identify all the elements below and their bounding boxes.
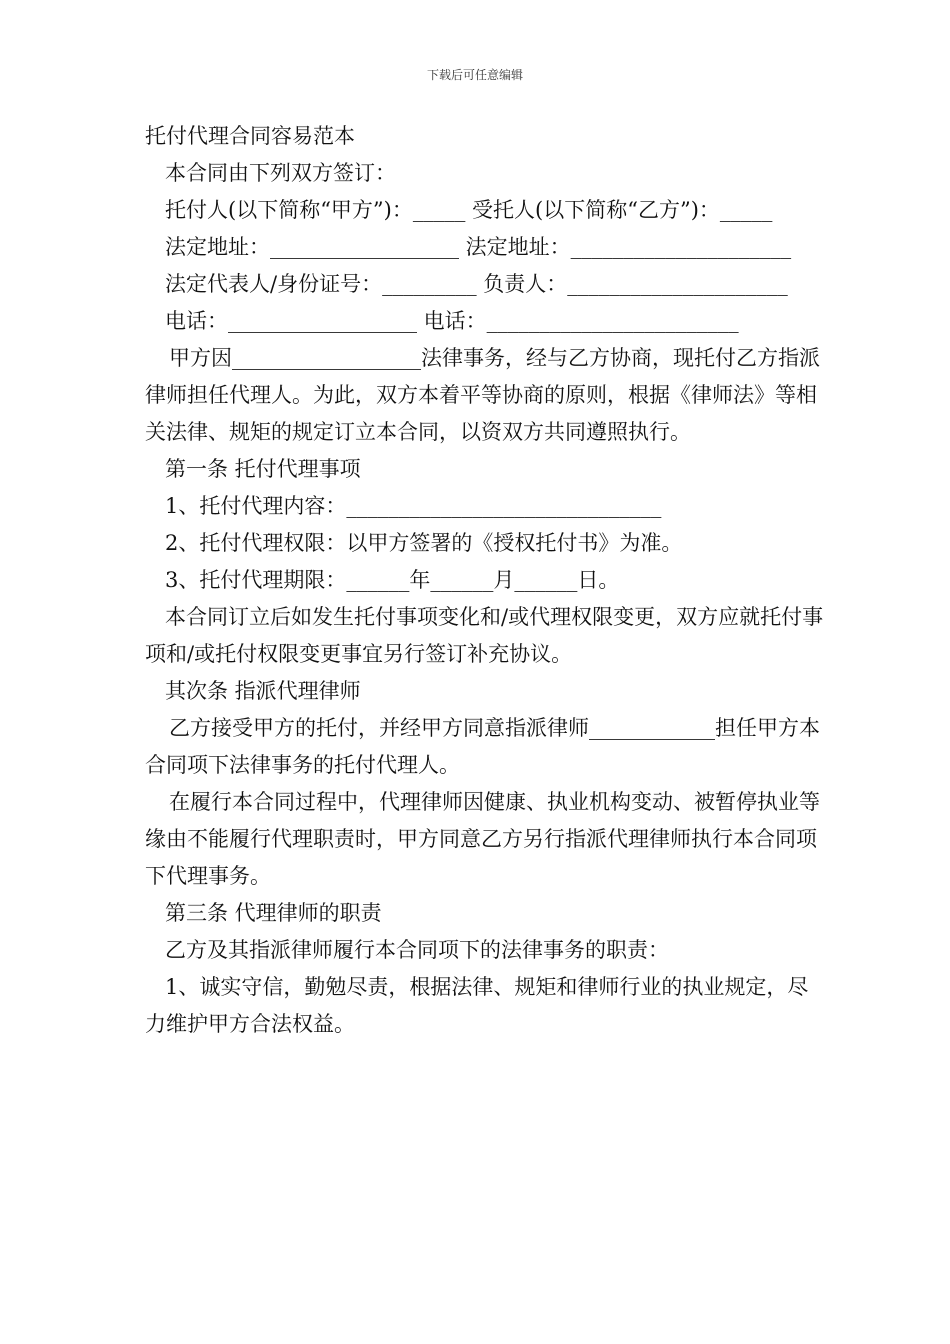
preamble-text: 甲方因__________________法律事务，经与乙方协商，现托付乙方指派律师担任代理人。为此，双方本着平等协商的原则，根据《律师法》等相关法律、规矩的规定订立本合同，以资双方共同遵照执行。	[145, 346, 820, 444]
parties-line: 托付人(以下简称“甲方”)：_____ 受托人(以下简称“乙方”)：_____	[165, 198, 773, 222]
article-3-heading: 第三条 代理律师的职责	[165, 901, 382, 925]
article-1-item-2: 2、托付代理权限：以甲方签署的《授权托付书》为准。	[165, 531, 683, 555]
intro-line: 本合同由下列双方签订：	[165, 161, 396, 185]
article-1-heading: 第一条 托付代理事项	[165, 457, 361, 481]
document-body	[145, 118, 825, 1043]
representative-line: 法定代表人/身份证号：_________ 负责人：_____________________	[165, 272, 788, 296]
address-line: 法定地址：__________________ 法定地址：_____________________	[165, 235, 792, 259]
article-2-para-2	[145, 784, 825, 895]
document-title: 托付代理合同容易范本	[145, 124, 355, 148]
article-2-para-2-text: 在履行本合同过程中，代理律师因健康、执业机构变动、被暂停执业等缘由不能履行代理职责时，甲方同意乙方另行指派代理律师执行本合同项下代理事务。	[145, 790, 820, 888]
article-2-para-1-text: 乙方接受甲方的托付，并经甲方同意指派律师____________担任甲方本合同项下法律事务的托付代理人。	[145, 716, 820, 777]
article-3-item-1	[145, 969, 825, 1043]
article-1-note-text: 本合同订立后如发生托付事项变化和/或代理权限变更，双方应就托付事项和/或托付权限变更事宜另行签订补充协议。	[145, 605, 824, 666]
page-header: 下载后可任意编辑	[426, 68, 523, 82]
preamble-paragraph	[145, 340, 825, 451]
article-3-intro: 乙方及其指派律师履行本合同项下的法律事务的职责：	[165, 938, 669, 962]
phone-line: 电话：__________________ 电话：________________________	[165, 309, 739, 333]
article-1-item-1: 1、托付代理内容：______________________________	[165, 494, 662, 518]
article-1-note	[145, 599, 825, 673]
article-3-item-1-text: 1、诚实守信，勤勉尽责，根据法律、规矩和律师行业的执业规定，尽力维护甲方合法权益。	[145, 975, 809, 1036]
article-1-item-3: 3、托付代理期限：______年______月______日。	[165, 568, 620, 592]
article-2-heading: 其次条 指派代理律师	[165, 679, 361, 703]
article-2-para-1	[145, 710, 825, 784]
